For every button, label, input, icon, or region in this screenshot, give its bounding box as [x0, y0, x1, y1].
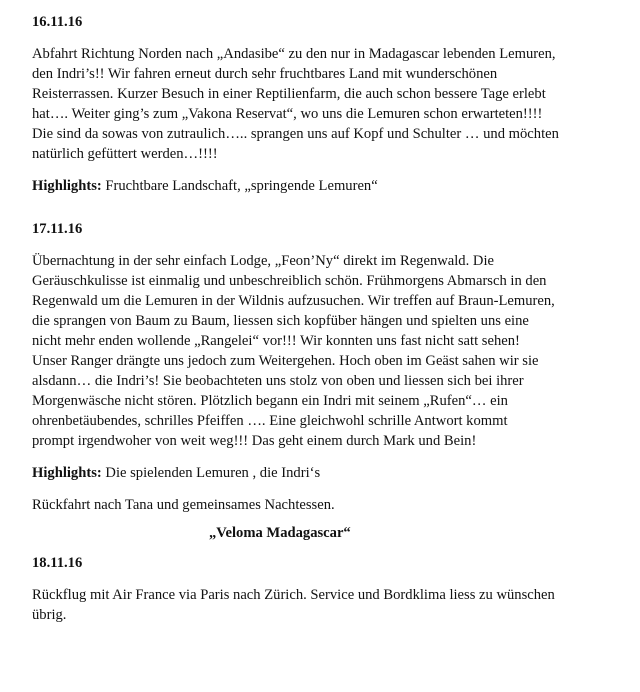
text-line: Geräuschkulisse ist einmalig und unbeschreiblich schön. Frühmorgens Abmarsch in den	[32, 273, 547, 289]
text-line: die sprangen von Baum zu Baum, liessen sich kopfüber hängen und spielten uns eine	[32, 313, 529, 329]
text-line: Rückflug mit Air France via Paris nach Zürich. Service und Bordklima liess zu wünschen	[32, 587, 555, 603]
text-line: Die sind da sowas von zutraulich….. sprangen uns auf Kopf und Schulter … und möchten	[32, 126, 559, 142]
entry-highlights	[32, 176, 612, 196]
highlights-text: Fruchtbare Landschaft, „springende Lemuren“	[101, 178, 378, 194]
text-line: übrig.	[32, 607, 67, 623]
text-line: den Indri’s!! Wir fahren erneut durch sehr fruchtbares Land mit wunderschönen	[32, 66, 498, 82]
text-line: Regenwald um die Lemuren in der Wildnis aufzusuchen. Wir treffen auf Braun-Lemuren,	[32, 293, 555, 309]
entry-text	[32, 585, 612, 625]
diary-entry-18-11-16	[32, 553, 612, 625]
entry-date: 17.11.16	[32, 221, 83, 237]
text-line: natürlich gefüttert werden…!!!!	[32, 146, 218, 162]
diary-entry-16-11-16	[32, 12, 612, 196]
text-line: nicht mehr enden wollende „Rangelei“ vor!!! Wir konnten uns fast nicht satt sehen!	[32, 333, 520, 349]
text-line: hat…. Weiter ging’s zum „Vakona Reservat“, wo uns die Lemuren schon erwarteten!!!!	[32, 106, 543, 122]
text-line: Unser Ranger drängte uns jedoch zum Weitergehen. Hoch oben im Geäst sahen wir sie	[32, 353, 539, 369]
text-line: Morgenwäsche nicht stören. Plötzlich begann ein Indri mit seinem „Rufen“… ein	[32, 393, 508, 409]
text-line: Reisterrassen. Kurzer Besuch in einer Reptilienfarm, die auch schon bessere Tage erlebt	[32, 86, 546, 102]
highlights-text: Die spielenden Lemuren , die Indri‘s	[101, 465, 321, 481]
entry-date: 18.11.16	[32, 555, 83, 571]
farewell-heading: „Veloma Madagascar“	[209, 525, 351, 541]
diary-entry-17-11-16	[32, 219, 612, 515]
highlights-label: Highlights:	[32, 178, 102, 194]
text-line: alsdann… die Indri’s! Sie beobachteten uns stolz von oben und liessen sich bei ihrer	[32, 373, 524, 389]
text-line: ohrenbetäubendes, schrilles Pfeiffen …. Eine gleichwohl schrille Antwort kommt	[32, 413, 508, 429]
text-line: Übernachtung in der sehr einfach Lodge, „Feon’Ny“ direkt im Regenwald. Die	[32, 253, 494, 269]
entry-text	[32, 251, 612, 451]
text-line: Abfahrt Richtung Norden nach „Andasibe“ zu den nur in Madagascar lebenden Lemuren,	[32, 46, 556, 62]
entry-date: 16.11.16	[32, 14, 83, 30]
entry-highlights	[32, 463, 612, 483]
text-line: prompt irgendwoher von weit weg!!! Das geht einem durch Mark und Bein!	[32, 433, 477, 449]
highlights-label: Highlights:	[32, 465, 102, 481]
entry-extra-text: Rückfahrt nach Tana und gemeinsames Nachtessen.	[32, 497, 335, 513]
entry-text	[32, 44, 612, 164]
